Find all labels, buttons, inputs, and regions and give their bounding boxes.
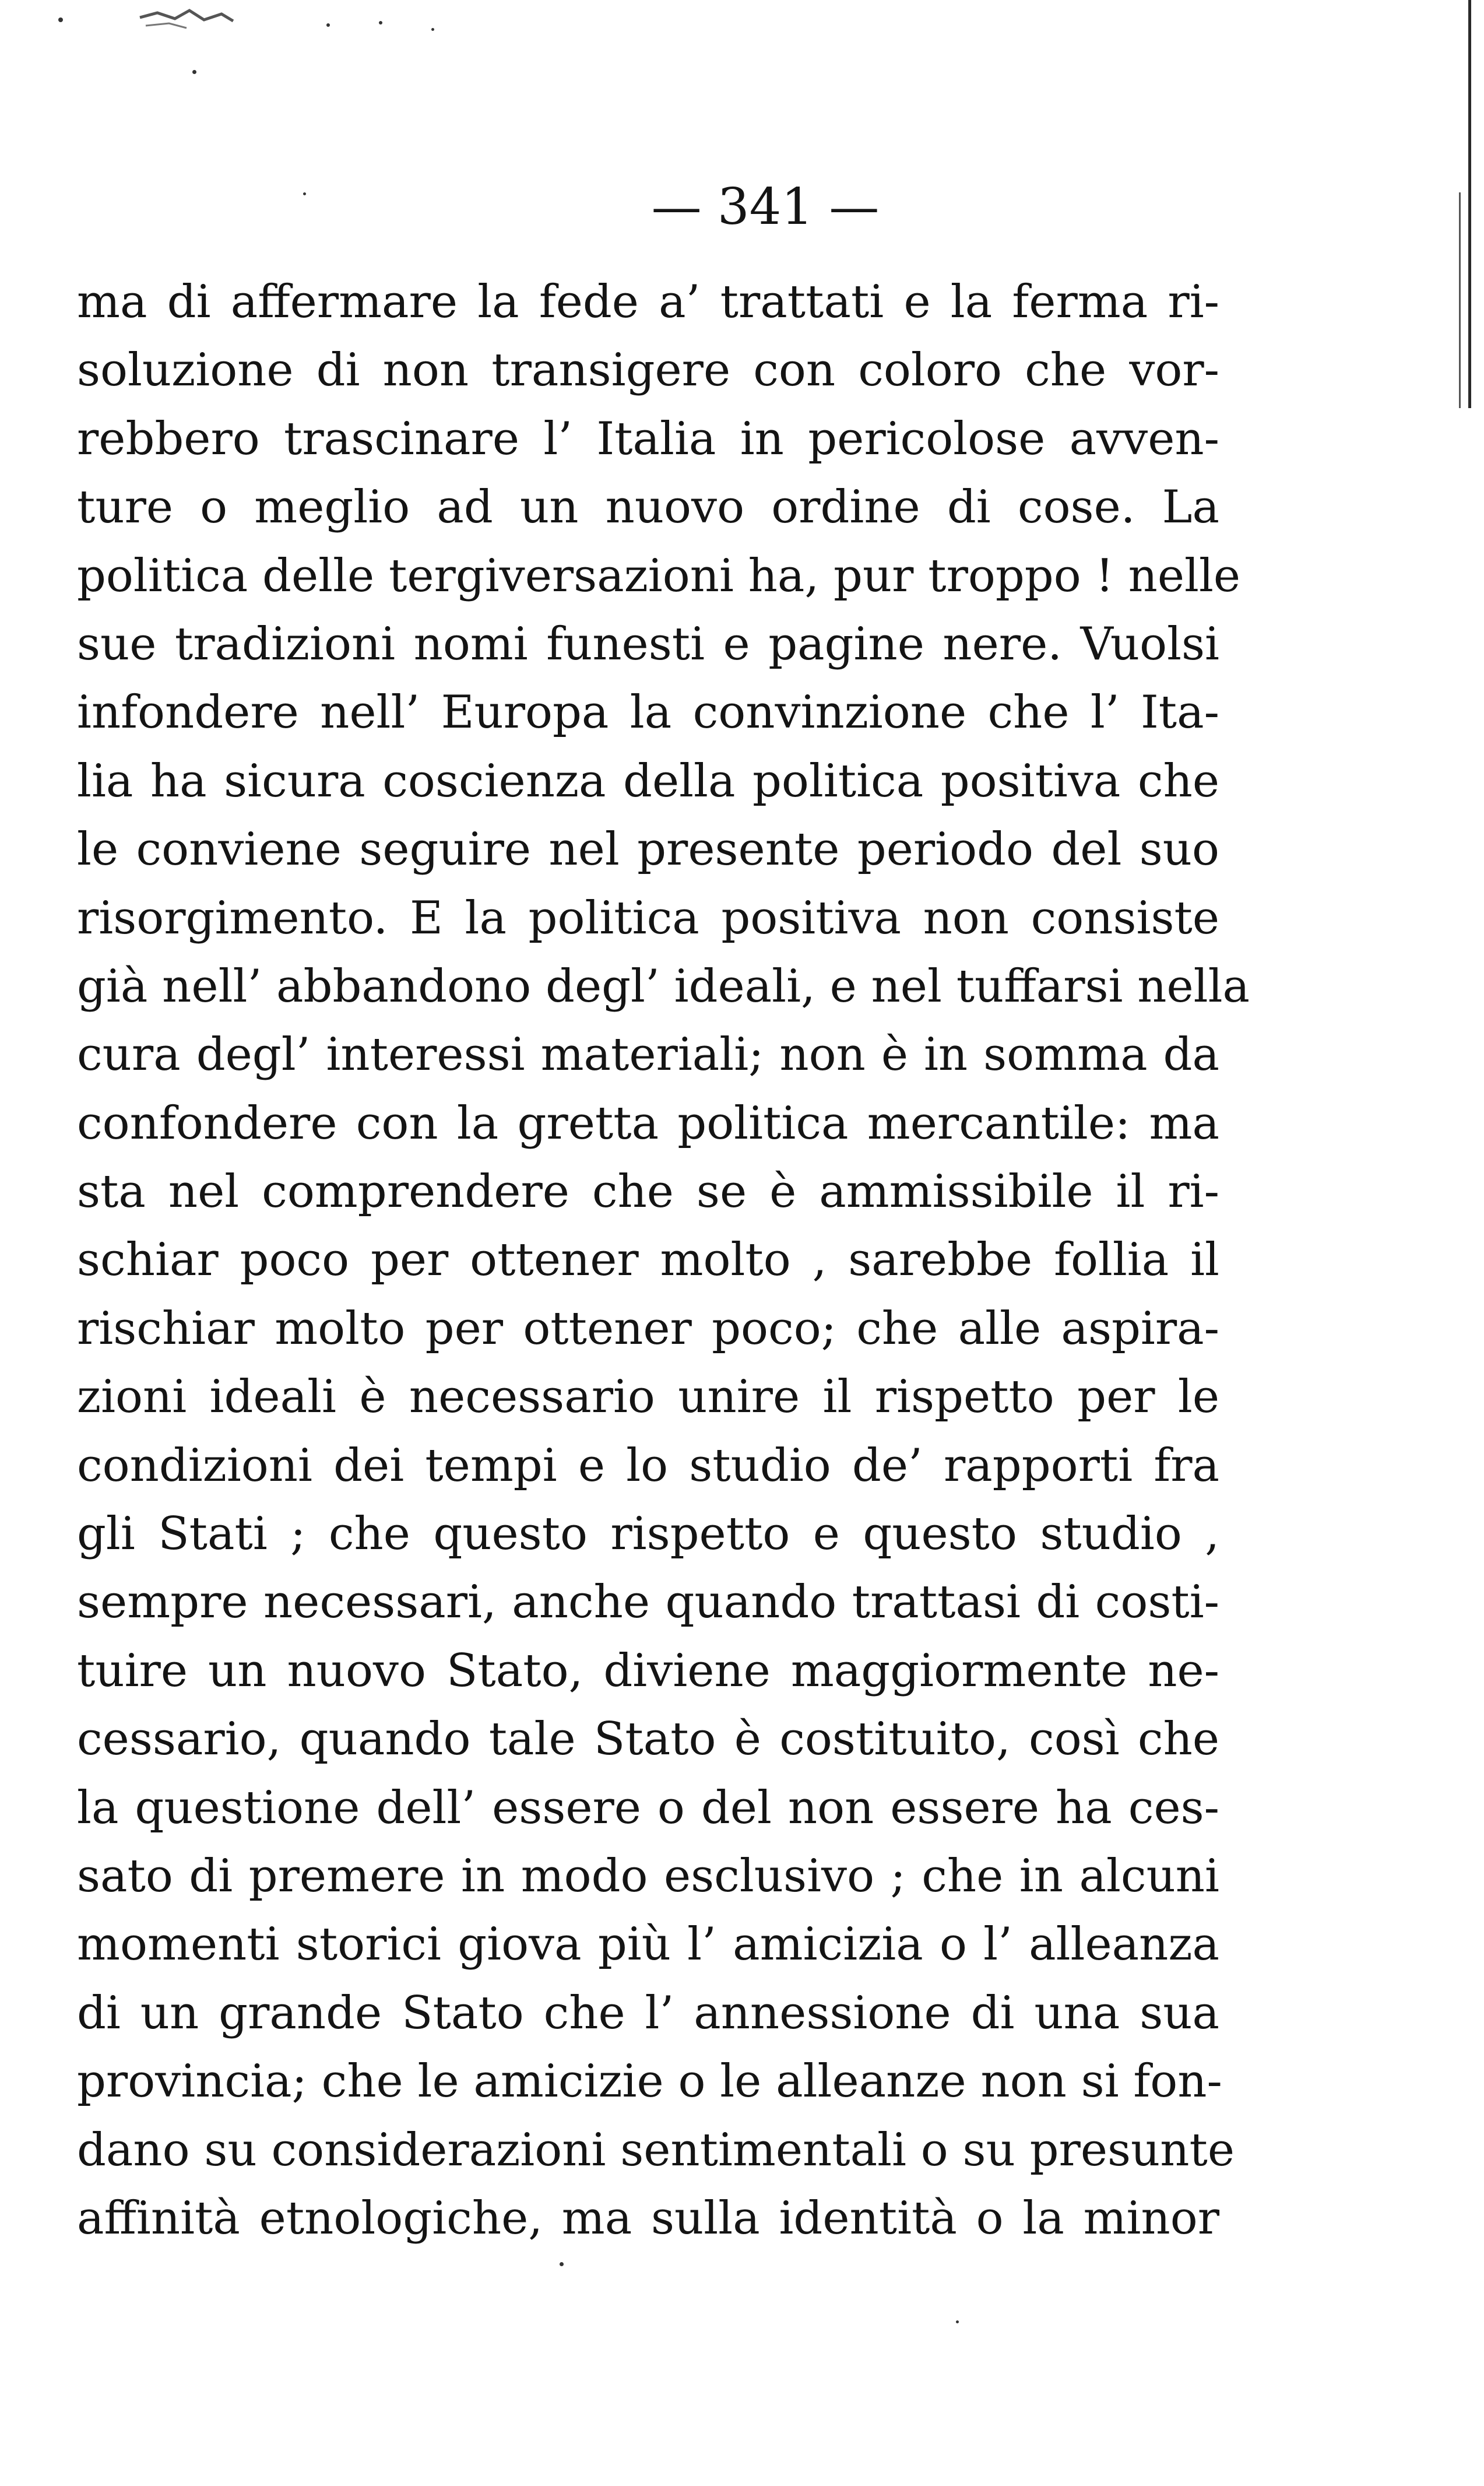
speck bbox=[58, 17, 63, 22]
text-line: rischiar molto per ottener poco; che alle aspira- bbox=[77, 1302, 1219, 1355]
text-line: sempre necessari, anche quando trattasi di costi- bbox=[77, 1576, 1219, 1629]
speck bbox=[560, 2262, 564, 2266]
text-line: ma di affermare la fede a’ trattati e la ferma ri- bbox=[77, 276, 1219, 328]
text-line: la questione dell’ essere o del non essere ha ces- bbox=[77, 1781, 1219, 1834]
text-line: schiar poco per ottener molto , sarebbe follia il bbox=[77, 1234, 1219, 1287]
text-line: sue tradizioni nomi funesti e pagine nere. Vuolsi bbox=[77, 617, 1219, 670]
text-line: condizioni dei tempi e lo studio de’ rapporti fra bbox=[77, 1439, 1219, 1492]
text-line: di un grande Stato che l’ annessione di una sua bbox=[77, 1986, 1219, 2039]
text-line: infondere nell’ Europa la convinzione che l’ Ita- bbox=[77, 686, 1219, 739]
text-line: tuire un nuovo Stato, diviene maggiormente ne- bbox=[77, 1644, 1219, 1697]
speck bbox=[431, 28, 434, 31]
text-line: soluzione di non transigere con coloro che vor- bbox=[77, 344, 1219, 397]
text-line: sta nel comprendere che se è ammissibile il ri- bbox=[77, 1165, 1219, 1219]
print-smudge bbox=[134, 6, 256, 35]
speck bbox=[326, 23, 330, 27]
text-line: cura degl’ interessi materiali; non è in somma da bbox=[77, 1028, 1219, 1082]
text-line: risorgimento. E la politica positiva non consiste bbox=[77, 891, 1219, 944]
text-line: affinità etnologiche, ma sulla identità o la minor bbox=[77, 2192, 1219, 2245]
text-line: le conviene seguire nel presente periodo del suo bbox=[77, 823, 1219, 876]
speck bbox=[379, 21, 382, 24]
text-line: cessario, quando tale Stato è costituito, così che bbox=[77, 1713, 1219, 1766]
text-line: lia ha sicura coscienza della politica positiva che bbox=[77, 754, 1219, 807]
body-text bbox=[77, 268, 1250, 2253]
text-line: già nell’ abbandono degl’ ideali, e nel tuffarsi nella bbox=[77, 960, 1250, 1013]
text-line: politica delle tergiversazioni ha, pur troppo ! nelle bbox=[77, 549, 1241, 602]
text-line: provincia; che le amicizie o le alleanze non si fon- bbox=[77, 2055, 1222, 2108]
text-line: sato di premere in modo esclusivo ; che in alcuni bbox=[77, 1849, 1219, 1902]
text-line: ture o meglio ad un nuovo ordine di cose. La bbox=[77, 481, 1219, 534]
text-line: gli Stati ; che questo rispetto e questo studio , bbox=[77, 1508, 1219, 1561]
speck bbox=[956, 2320, 959, 2323]
text-line: zioni ideali è necessario unire il rispetto per le bbox=[77, 1371, 1219, 1424]
speck bbox=[192, 70, 196, 74]
text-line: rebbero trascinare l’ Italia in pericolose avven- bbox=[77, 412, 1219, 465]
text-line: dano su considerazioni sentimentali o su presunte bbox=[77, 2123, 1235, 2176]
text-line: confondere con la gretta politica mercantile: ma bbox=[77, 1097, 1219, 1150]
text-line: momenti storici giova più l’ amicizia o l’ alleanza bbox=[77, 1918, 1219, 1971]
page-number: — 341 — bbox=[651, 178, 880, 236]
